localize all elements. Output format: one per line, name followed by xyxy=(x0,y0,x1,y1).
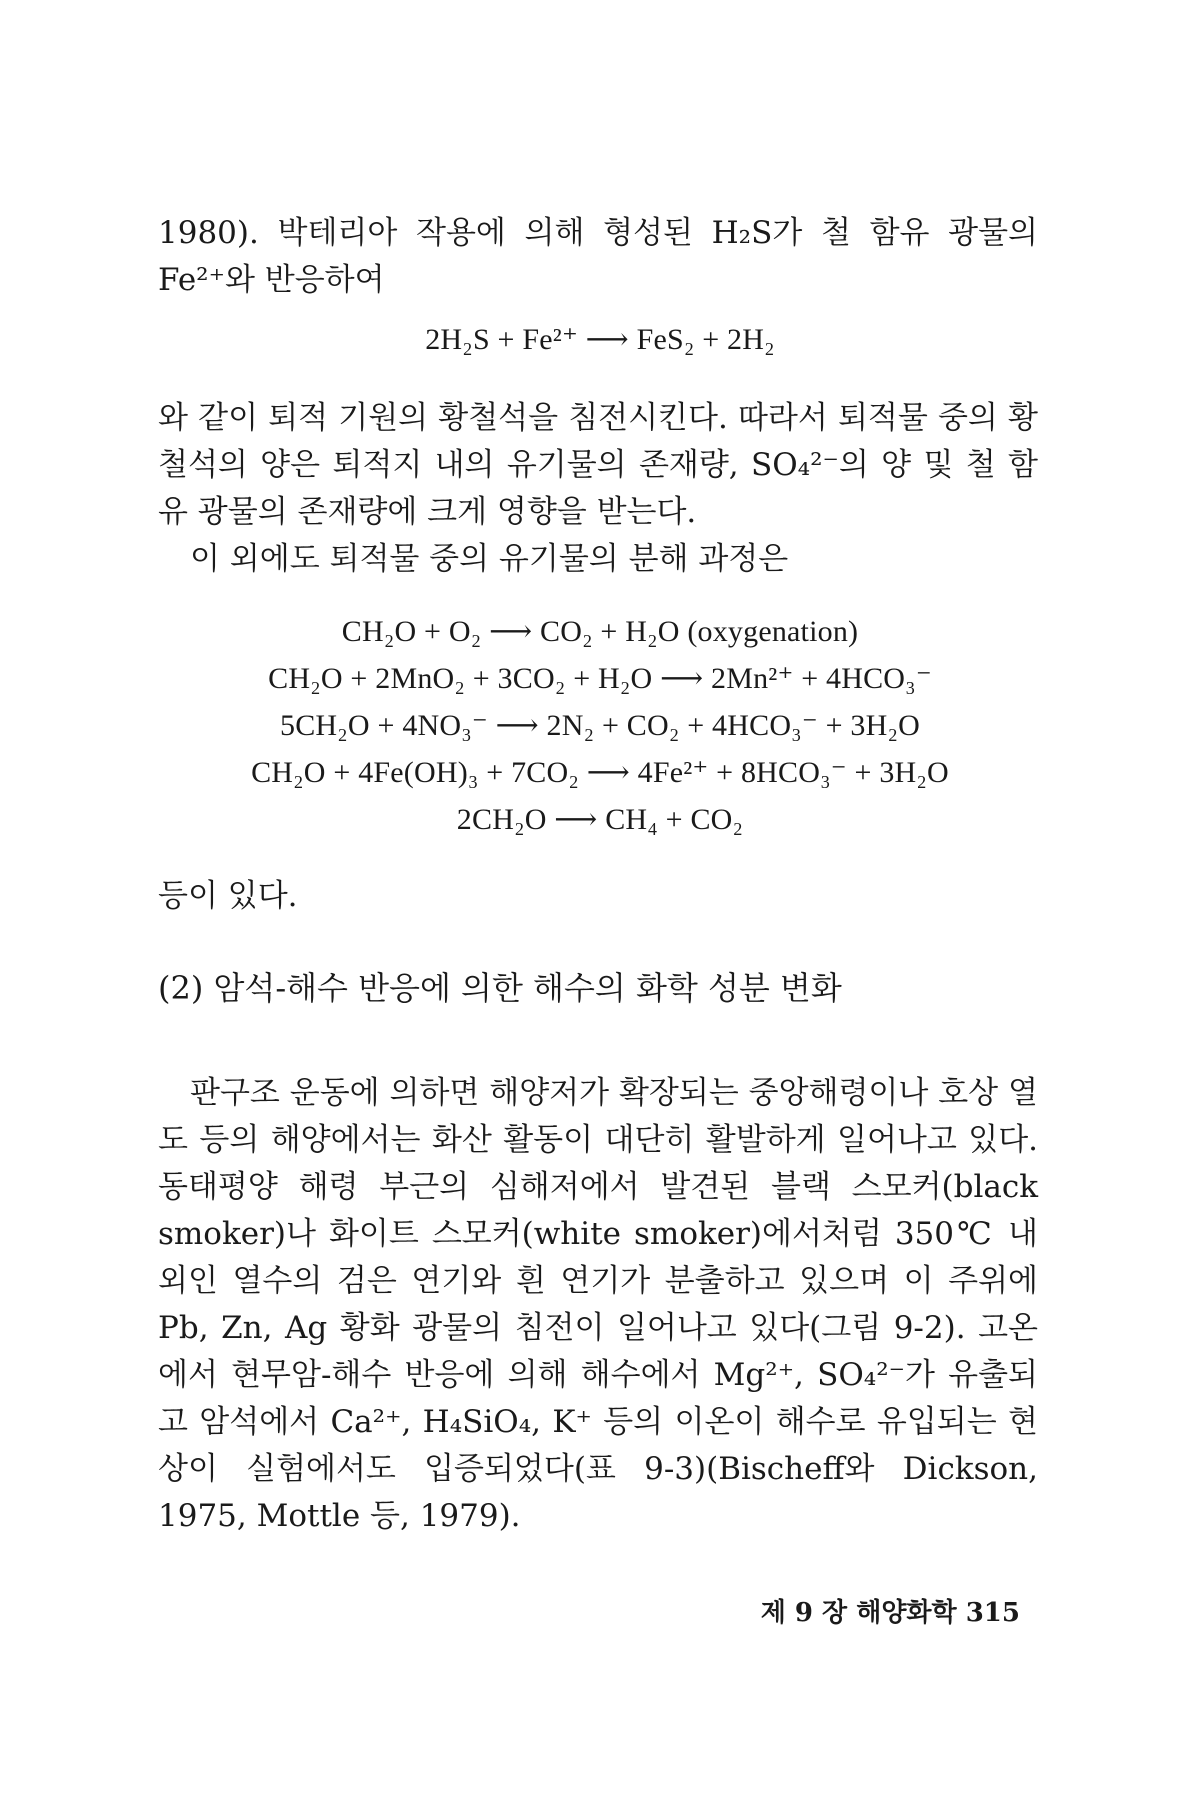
section-heading: (2) 암석-해수 반응에 의한 해수의 화학 성분 변화 xyxy=(158,969,842,1007)
equation-pyrite: 2H₂S + Fe²⁺ ⟶ FeS₂ + 2H₂ xyxy=(425,323,775,356)
equation-nitrate: 5CH₂O + 4NO₃⁻ ⟶ 2N₂ + CO₂ + 4HCO₃⁻ + 3H₂O xyxy=(280,709,920,742)
paragraph-intro: 1980). 박테리아 작용에 의해 형성된 H₂S가 철 함유 광물의 Fe²⁺와 반응하여 xyxy=(158,215,1038,298)
equation-manganese: CH₂O + 2MnO₂ + 3CO₂ + H₂O ⟶ 2Mn²⁺ + 4HCO₃⁻ xyxy=(268,662,932,695)
paragraph-organic-decomposition: 이 외에도 퇴적물 중의 유기물의 분해 과정은 xyxy=(190,541,789,577)
equation-iron: CH₂O + 4Fe(OH)₃ + 7CO₂ ⟶ 4Fe²⁺ + 8HCO₃⁻ + 3H₂O xyxy=(251,756,949,789)
equation-methane: 2CH₂O ⟶ CH₄ + CO₂ xyxy=(456,803,744,836)
paragraph-plate-tectonics: 판구조 운동에 의하면 해양저가 확장되는 중앙해령이나 호상 열도 등의 해양에서는 화산 활동이 대단히 활발하게 일어나고 있다. 동태평양 해령 부근의 심해저에서 발견된 블랙 스모커(black smoker)나 화이트 스모커(white smoker)에서처럼 350℃ 내외인 열수의 검은 연기와 흰 연기가 분출하고 있으며 이 주위에 Pb, Zn, Ag 황화 광물의 침전이 일어나고 있다(그림 9-2). 고온에서 현무암-해수 반응에 의해 해수에서 Mg²⁺, SO₄²⁻가 유출되고 암석에서 Ca²⁺, H₄SiO₄, K⁺ 등의 이온이 해수로 유입되는 현상이 실험에서도 입증되었다(표 9-3)(Bischeff와 Dickson, 1975, Mottle 등, 1979). xyxy=(158,1075,1038,1534)
paragraph-end: 등이 있다. xyxy=(158,878,298,914)
page-footer: 제 9 장 해양화학 315 xyxy=(760,1598,1020,1628)
paragraph-pyrite: 와 같이 퇴적 기원의 황철석을 침전시킨다. 따라서 퇴적물 중의 황철석의 양은 퇴적지 내의 유기물의 존재량, SO₄²⁻의 양 및 철 함유 광물의 존재량에 크게 영향을 받는다. xyxy=(158,400,1038,530)
equation-oxygenation: CH₂O + O₂ ⟶ CO₂ + H₂O (oxygenation) xyxy=(341,615,859,648)
